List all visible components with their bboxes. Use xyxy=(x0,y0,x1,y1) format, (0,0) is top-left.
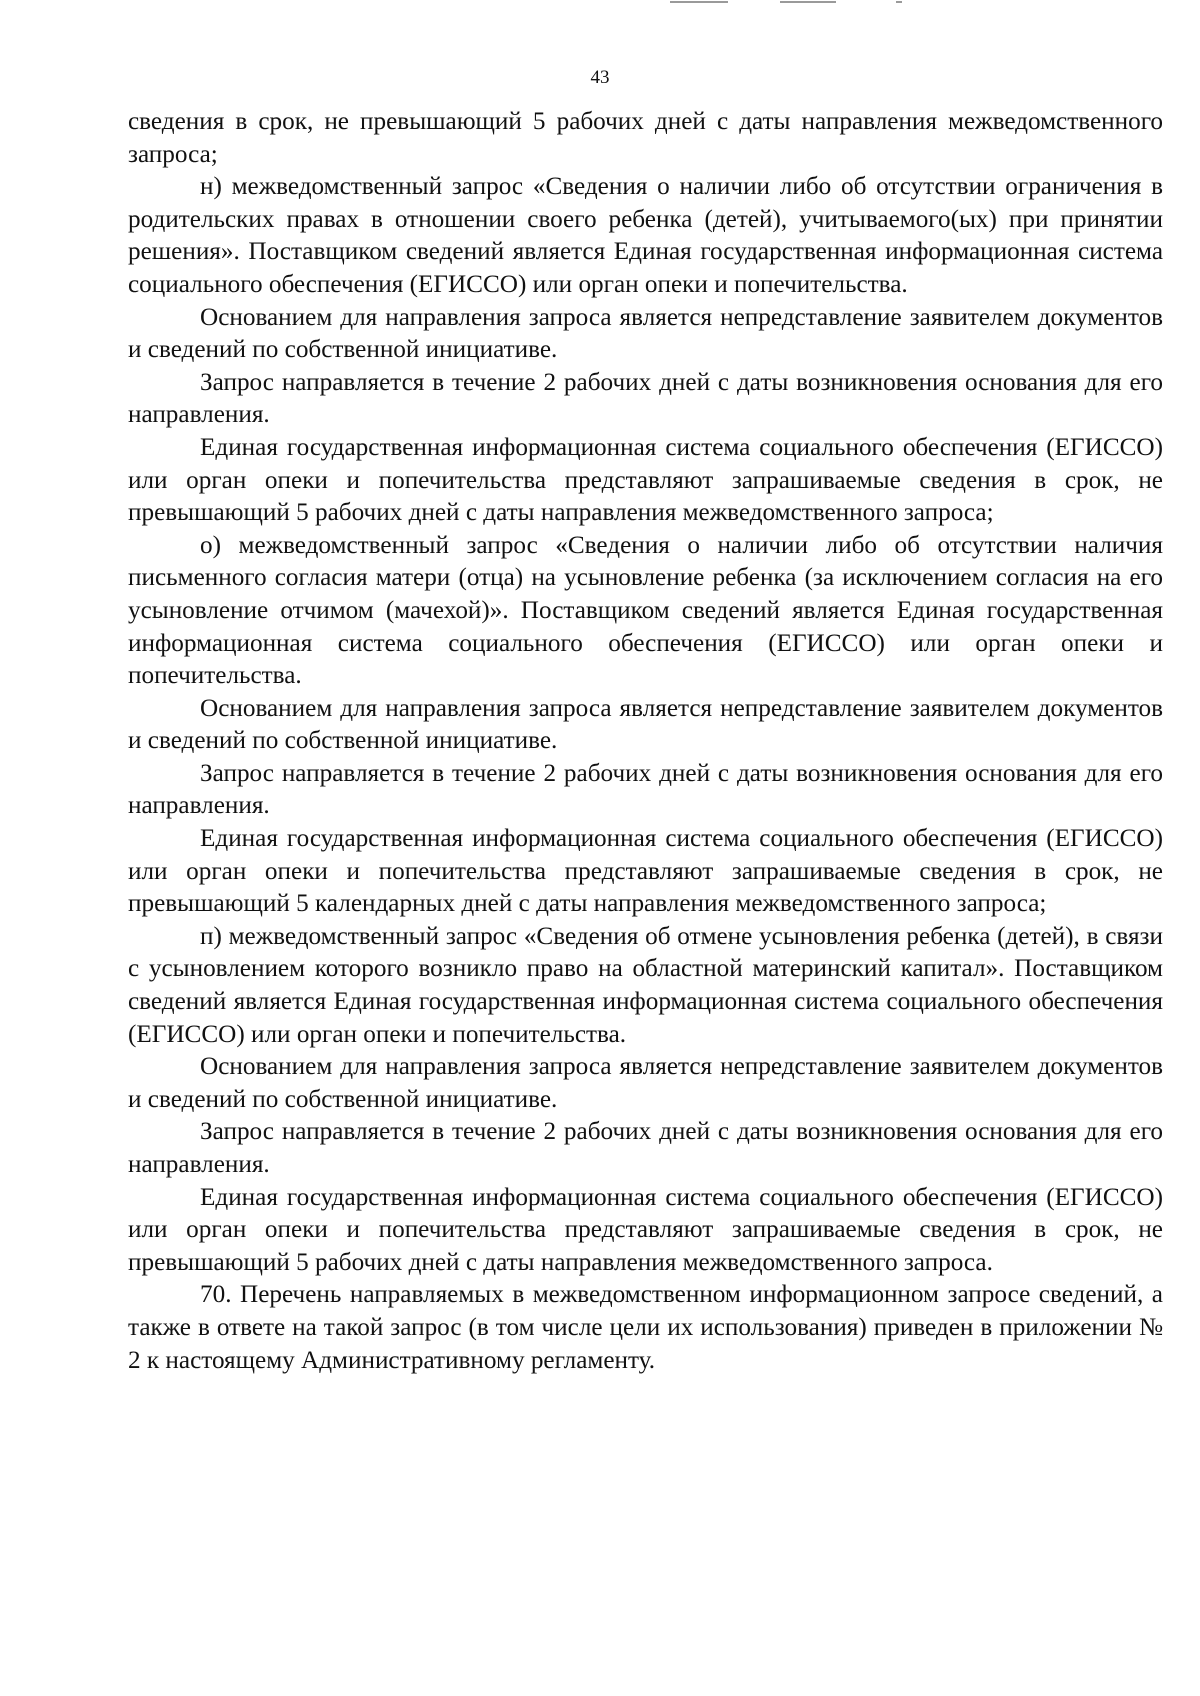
scan-artifact-line xyxy=(780,1,836,3)
paragraph: сведения в срок, не превышающий 5 рабочих дней с даты направления межведомственного запроса; xyxy=(128,108,1163,168)
paragraph: Основанием для направления запроса является непредставление заявителем документов и сведений по собственной инициативе. xyxy=(128,303,1163,364)
paragraph: Единая государственная информационная система социального обеспечения (ЕГИССО) или орган опеки и попечительства представляют запрашиваемые сведения в срок, не превышающий 5 календарных дней с даты направления межведомственного запроса; xyxy=(128,825,1163,918)
paragraph: Единая государственная информационная система социального обеспечения (ЕГИССО) или орган опеки и попечительства представляют запрашиваемые сведения в срок, не превышающий 5 рабочих дней с даты направления межведомственного запроса. xyxy=(128,1183,1163,1276)
scan-artifact-line xyxy=(896,1,902,3)
paragraph: о) межведомственный запрос «Сведения о наличии либо об отсутствии наличия письменного согласия матери (отца) на усыновление ребенка (за исключением согласия на его усыновление отчимом (мачехой)». Поставщиком сведений является Единая государственная информационная система социального обеспечения (ЕГИССО) или орган опеки и попечительства. xyxy=(128,531,1163,690)
paragraph: Основанием для направления запроса является непредставление заявителем документов и сведений по собственной инициативе. xyxy=(128,1053,1163,1113)
scan-artifact-marks xyxy=(670,0,930,6)
paragraph: Запрос направляется в течение 2 рабочих дней с даты возникновения основания для его направления. xyxy=(128,368,1163,429)
paragraph: н) межведомственный запрос «Сведения о наличии либо об отсутствии ограничения в родительских правах в отношении своего ребенка (детей), учитываемого(ых) при принятии решения». Поставщиком сведений является Единая государственная информационная система социального обеспечения (ЕГИССО) или орган опеки и попечительства. xyxy=(128,173,1163,298)
scan-artifact-line xyxy=(670,1,728,3)
paragraph: Единая государственная информационная система социального обеспечения (ЕГИССО) или орган опеки и попечительства представляют запрашиваемые сведения в срок, не превышающий 5 рабочих дней с даты направления межведомственного запроса; xyxy=(128,433,1163,527)
paragraph: Основанием для направления запроса является непредставление заявителем документов и сведений по собственной инициативе. xyxy=(128,694,1163,755)
paragraph: п) межведомственный запрос «Сведения об отмене усыновления ребенка (детей), в связи с усыновлением которого возникло право на областной материнский капитал». Поставщиком сведений является Единая государственная информационная система социального обеспечения (ЕГИССО) или орган опеки и попечительства. xyxy=(128,922,1163,1048)
paragraph: 70. Перечень направляемых в межведомственном информационном запросе сведений, а также в ответе на такой запрос (в том числе цели их использования) приведен в приложении № 2 к настоящему Административному регламенту. xyxy=(128,1281,1163,1374)
page-number: 43 xyxy=(590,67,610,88)
document-body xyxy=(128,106,1163,1377)
paragraph: Запрос направляется в течение 2 рабочих дней с даты возникновения основания для его направления. xyxy=(128,1118,1163,1178)
paragraph: Запрос направляется в течение 2 рабочих дней с даты возникновения основания для его направления. xyxy=(128,759,1163,820)
